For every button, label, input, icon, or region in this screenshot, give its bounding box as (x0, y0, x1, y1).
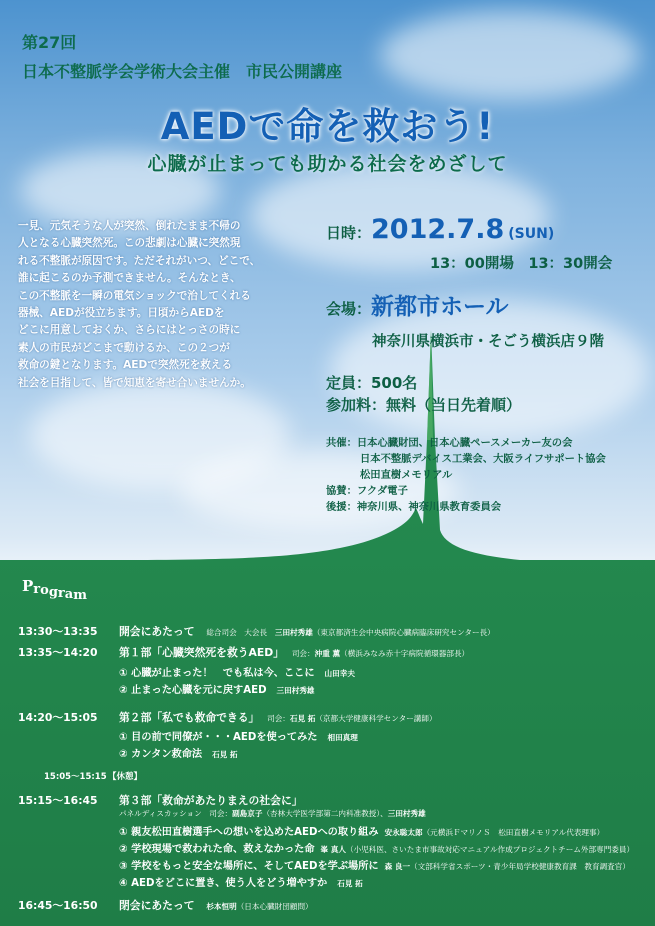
program-subitem-title: ① 親友松田直樹選手への想いを込めたAEDへの取り組み (119, 827, 379, 838)
program-affiliation: （横浜みなみ赤十字病院循環器部長） (340, 649, 470, 658)
intro-line: れる不整脈が原因です。ただそれがいつ、どこで、 (18, 254, 261, 267)
program-affiliation: （東京都済生会中央病院心臓病臨床研究センター長） (312, 628, 495, 637)
program-person: 杉本恒明 (206, 902, 237, 911)
fee-line: 参加料：無料（当日先着順） (326, 396, 522, 414)
program-subitem-title: ② 学校現場で救われた命、救えなかった命 (119, 844, 315, 855)
program-person: 山田幸夫 (324, 669, 355, 678)
header-block (22, 30, 342, 82)
program-affiliation: （杏林大学医学部第二内科准教授）、 (262, 809, 388, 818)
program-subitem (119, 840, 634, 855)
program-subitem (119, 857, 630, 872)
program-affiliation: （日本心臓財団顧問） (236, 902, 313, 911)
program-title: 【休憩】 (108, 772, 143, 782)
intro-line: 一見、元気そうな人が突然、倒れたまま不帰の (18, 220, 241, 232)
intro-line: 素人の市民がどこまで動けるか、この２つが (18, 341, 230, 354)
program-person: 副島京子 (232, 809, 263, 818)
program-person: 相田真理 (327, 733, 358, 742)
times-line: 13：00開場 13：30開会 (430, 256, 613, 272)
program-subitem-title: ① 目の前で同僚が・・・AEDを使ってみた (119, 732, 318, 743)
date-value: 2012.7.8 (371, 214, 505, 245)
program-affiliation: （元横浜ＦマリノＳ 松田直樹メモリアル代表理事） (422, 828, 605, 837)
program-heading-letter: o (40, 583, 49, 598)
program-heading (22, 577, 87, 603)
cohost-line: 共催：日本心臓財団、日本心臓ペースメーカー友の会 (326, 437, 573, 449)
program-person: 峯 真人 (320, 845, 346, 854)
program-row-break (44, 770, 142, 782)
program-title: 第２部「私でも救命できる」 (119, 711, 260, 724)
program-person: 沖重 薫 (314, 649, 341, 658)
page-subtitle: 心臓が止まっても助かる社会をめざして (147, 153, 508, 175)
program-heading-letter: g (48, 585, 58, 600)
venue-address: 神奈川県横浜市・そごう横浜店９階 (372, 334, 604, 350)
program-affiliation: （文部科学省スポーツ・青少年局学校健康教育課 教育調査官） (410, 862, 630, 871)
program-subitem-title: ② カンタン救命法 (119, 749, 203, 760)
program-person: 森 良一 (384, 862, 411, 871)
intro-line: この不整脈を一瞬の電気ショックで治してくれる (18, 289, 251, 302)
program-person: 三田村秀雄 (276, 686, 315, 695)
intro-line: 誰に起こるのか予測できません。そんなとき、 (18, 272, 241, 285)
program-title: 閉会にあたって (119, 899, 195, 912)
program-panel-note (119, 808, 426, 819)
program-affiliation: （京都大学健康科学センター講師） (315, 714, 437, 723)
program-title: 第１部「心臓突然死を救うAED」 (119, 646, 285, 659)
program-heading-letter: P (22, 577, 34, 595)
program-note: パネルディスカッション 司会： (119, 809, 233, 818)
sponsor-line: 協賛：フクダ電子 (326, 485, 408, 497)
program-heading-letter: a (64, 587, 74, 602)
venue-name: 新都市ホール (371, 294, 509, 320)
venue-label: 会場： (326, 300, 372, 318)
program-heading-letter: r (33, 582, 41, 597)
program-person: 石見 拓 (289, 714, 316, 723)
intro-line: 救命の鍵となります。AEDで突然死を救える (18, 359, 233, 372)
program-subitem-title: ② 止まった心臓を元に戻すAED (119, 685, 267, 696)
date-line (326, 214, 554, 245)
program-subitem-title: ④ AEDをどこに置き、使う人をどう増やすか (119, 878, 328, 889)
program-time: 15:15～16:45 (18, 794, 98, 807)
program-person: 石見 拓 (337, 879, 363, 888)
intro-line: どこに用意しておくか、さらにはとっさの時に (18, 324, 241, 337)
program-note: 司会： (291, 649, 315, 658)
program-subitem (119, 874, 363, 889)
organizer-label: 日本不整脈学会学術大会主催 市民公開講座 (22, 62, 343, 81)
date-day: (SUN) (508, 226, 555, 242)
program-subitem (119, 728, 358, 743)
support-line: 後援：神奈川県、神奈川県教育委員会 (326, 501, 502, 513)
program-affiliation: （小児科医、さいたま市事故対応マニュアル作成プロジェクトチーム外部専門委員） (345, 845, 635, 854)
edition-label: 第27回 (22, 33, 77, 52)
program-person: 三田村秀雄 (387, 809, 426, 818)
program-subitem-title: ① 心臓が止まった！ でも私は今、ここに (119, 668, 315, 679)
program-title: 開会にあたって (119, 625, 195, 638)
program-time: 13:35～14:20 (18, 646, 98, 659)
program-subitem (119, 664, 355, 679)
program-person: 三田村秀雄 (274, 628, 313, 637)
intro-line: 人となる心臓突然死。この悲劇は心臓に突然現 (18, 237, 241, 250)
program-heading-letter: r (57, 586, 65, 601)
intro-line: 器械、AEDが役立ちます。日頃からAEDを (18, 307, 225, 320)
program-time: 15:05～15:15 (44, 772, 107, 782)
program-note: 総合司会 大会長 (206, 628, 268, 637)
date-label: 日時： (326, 224, 372, 242)
page-title: AEDで命を救おう! (160, 105, 495, 148)
venue-line (326, 288, 509, 321)
program-note: 司会： (267, 714, 290, 723)
program-title: 第３部「救命があたりまえの社会に」 (119, 794, 303, 807)
program-time: 14:20～15:05 (18, 711, 98, 724)
program-subitem (119, 823, 604, 838)
program-row-part2 (18, 710, 437, 725)
program-row-part1 (18, 645, 469, 660)
program-row-opening (18, 624, 495, 639)
program-subitem (119, 745, 238, 760)
program-row-closing (18, 898, 313, 913)
program-time: 13:30～13:35 (18, 625, 98, 638)
program-subitem (119, 681, 315, 696)
program-person: 安永聡太郎 (384, 828, 423, 837)
intro-paragraph (18, 218, 310, 392)
program-person: 石見 拓 (212, 750, 238, 759)
program-heading-letter: m (73, 588, 87, 603)
intro-line: 社会を目指して、皆で知恵を寄せ合いませんか。 (18, 376, 251, 389)
program-time: 16:45～16:50 (18, 899, 98, 912)
capacity-line: 定員：500名 (326, 374, 418, 392)
program-subitem-title: ③ 学校をもっと安全な場所に、そしてAEDを学ぶ場所に (119, 861, 379, 872)
program-row-part3 (18, 793, 303, 808)
cohost-line: 日本不整脈デバイス工業会、大阪ライフサポート協会 (360, 453, 606, 465)
cohost-line: 松田直樹メモリアル (360, 469, 453, 481)
